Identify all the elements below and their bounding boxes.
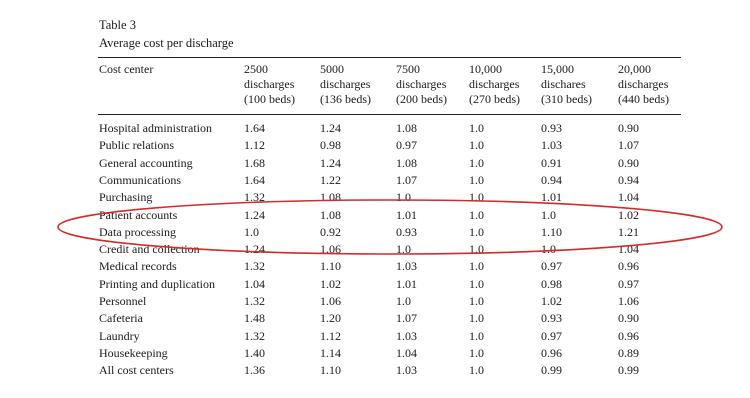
row-value-col-4: 1.0 [469, 138, 484, 153]
row-value-col-3: 1.0 [396, 242, 411, 257]
row-value-col-2: 1.08 [320, 190, 341, 205]
row-value-col-4: 1.0 [469, 190, 484, 205]
row-value-col-1: 1.36 [244, 363, 265, 378]
row-value-col-2: 0.98 [320, 138, 341, 153]
row-value-col-4: 1.0 [469, 207, 484, 222]
row-label: Cafeteria [99, 311, 143, 326]
row-value-col-3: 1.08 [396, 155, 417, 170]
row-label: Credit and collection [99, 242, 200, 257]
row-label: All cost centers [99, 363, 174, 378]
header-col-5-line-1: 15,000 [541, 62, 574, 76]
header-col-1-line-3: (100 beds) [244, 92, 295, 106]
row-value-col-2: 1.12 [320, 328, 341, 343]
row-value-col-1: 1.24 [244, 207, 265, 222]
row-value-col-4: 1.0 [469, 276, 484, 291]
row-value-col-6: 1.02 [618, 207, 639, 222]
row-value-col-4: 1.0 [469, 311, 484, 326]
row-value-col-5: 0.98 [541, 276, 562, 291]
row-value-col-4: 1.0 [469, 363, 484, 378]
row-label: Medical records [99, 259, 177, 274]
row-value-col-3: 0.97 [396, 138, 417, 153]
row-value-col-2: 1.10 [320, 259, 341, 274]
row-value-col-2: 1.02 [320, 276, 341, 291]
row-value-col-5: 0.94 [541, 172, 562, 187]
header-rule [98, 114, 681, 115]
row-value-col-6: 0.94 [618, 172, 639, 187]
header-col-6-line-3: (440 beds) [618, 92, 669, 106]
row-value-col-5: 1.10 [541, 224, 562, 239]
row-value-col-1: 1.32 [244, 259, 265, 274]
row-value-col-4: 1.0 [469, 224, 484, 239]
row-value-col-3: 1.0 [396, 190, 411, 205]
row-value-col-3: 1.03 [396, 363, 417, 378]
row-value-col-6: 0.90 [618, 311, 639, 326]
row-value-col-4: 1.0 [469, 155, 484, 170]
top-rule [98, 57, 681, 58]
row-label: Printing and duplication [99, 276, 215, 291]
row-value-col-2: 1.20 [320, 311, 341, 326]
row-value-col-1: 1.48 [244, 311, 265, 326]
table-number: Table 3 [99, 18, 136, 32]
row-value-col-6: 1.07 [618, 138, 639, 153]
row-value-col-6: 0.90 [618, 121, 639, 135]
row-value-col-4: 1.0 [469, 172, 484, 187]
header-col-4-line-2: discharges [469, 77, 520, 91]
row-value-col-4: 1.0 [469, 242, 484, 257]
row-value-col-6: 1.04 [618, 242, 639, 257]
row-label: Communications [99, 172, 181, 187]
header-col-1-line-1: 2500 [244, 62, 268, 76]
row-value-col-1: 1.12 [244, 138, 265, 153]
row-value-col-3: 1.03 [396, 328, 417, 343]
row-value-col-2: 1.08 [320, 207, 341, 222]
header-col-2-line-3: (136 beds) [320, 92, 371, 106]
row-value-col-6: 0.90 [618, 155, 639, 170]
row-value-col-1: 1.32 [244, 328, 265, 343]
row-label: Purchasing [99, 190, 153, 205]
header-col-3-line-3: (200 beds) [396, 92, 447, 106]
row-value-col-5: 0.91 [541, 155, 562, 170]
table-title: Average cost per discharge [99, 36, 234, 50]
row-value-col-5: 1.02 [541, 294, 562, 308]
row-value-col-5: 0.97 [541, 328, 562, 343]
row-value-col-2: 1.10 [320, 363, 341, 378]
row-value-col-6: 0.99 [618, 363, 639, 378]
row-value-col-6: 0.96 [618, 259, 639, 274]
header-col-3-line-2: discharges [396, 77, 447, 91]
row-value-col-1: 1.32 [244, 190, 265, 205]
row-value-col-1: 1.40 [244, 345, 265, 360]
row-value-col-6: 0.89 [618, 345, 639, 360]
row-value-col-5: 1.01 [541, 190, 562, 205]
header-col-5-line-3: (310 beds) [541, 92, 592, 106]
row-value-col-4: 1.0 [469, 345, 484, 360]
row-value-col-5: 0.96 [541, 345, 562, 360]
header-col-2-line-2: discharges [320, 77, 371, 91]
row-value-col-1: 1.32 [244, 294, 265, 308]
header-col-4-line-1: 10,000 [469, 62, 502, 76]
row-value-col-3: 0.93 [396, 224, 417, 239]
row-value-col-3: 1.08 [396, 121, 417, 135]
row-value-col-5: 1.0 [541, 242, 556, 257]
row-value-col-3: 1.0 [396, 294, 411, 308]
row-label: Hospital administration [99, 121, 212, 135]
header-cost-center: Cost center [99, 62, 154, 76]
row-value-col-2: 1.14 [320, 345, 341, 360]
row-value-col-1: 1.68 [244, 155, 265, 170]
row-value-col-2: 1.06 [320, 294, 341, 308]
row-value-col-6: 0.96 [618, 328, 639, 343]
row-value-col-4: 1.0 [469, 121, 484, 135]
row-value-col-3: 1.04 [396, 345, 417, 360]
row-value-col-4: 1.0 [469, 294, 484, 308]
row-value-col-1: 1.64 [244, 172, 265, 187]
header-col-5-line-2: dischares [541, 77, 586, 91]
header-col-3-line-1: 7500 [396, 62, 420, 76]
row-value-col-6: 1.21 [618, 224, 639, 239]
row-label: Patient accounts [99, 207, 178, 222]
row-value-col-5: 1.03 [541, 138, 562, 153]
row-label: General accounting [99, 155, 193, 170]
row-value-col-2: 1.06 [320, 242, 341, 257]
row-value-col-1: 1.0 [244, 224, 259, 239]
row-value-col-6: 1.06 [618, 294, 639, 308]
row-value-col-6: 1.04 [618, 190, 639, 205]
row-value-col-6: 0.97 [618, 276, 639, 291]
row-value-col-2: 1.24 [320, 121, 341, 135]
row-value-col-4: 1.0 [469, 328, 484, 343]
header-col-1-line-2: discharges [244, 77, 295, 91]
row-value-col-5: 1.0 [541, 207, 556, 222]
row-value-col-1: 1.64 [244, 121, 265, 135]
header-col-2-line-1: 5000 [320, 62, 344, 76]
row-value-col-5: 0.97 [541, 259, 562, 274]
row-label: Personnel [99, 294, 147, 308]
row-label: Laundry [99, 328, 140, 343]
row-value-col-2: 0.92 [320, 224, 341, 239]
row-value-col-2: 1.22 [320, 172, 341, 187]
row-value-col-1: 1.24 [244, 242, 265, 257]
header-col-6-line-2: discharges [618, 77, 669, 91]
row-value-col-4: 1.0 [469, 259, 484, 274]
row-value-col-5: 0.99 [541, 363, 562, 378]
row-value-col-3: 1.01 [396, 276, 417, 291]
row-value-col-2: 1.24 [320, 155, 341, 170]
row-value-col-3: 1.07 [396, 311, 417, 326]
header-col-4-line-3: (270 beds) [469, 92, 520, 106]
header-col-6-line-1: 20,000 [618, 62, 651, 76]
row-label: Data processing [99, 224, 176, 239]
row-value-col-3: 1.01 [396, 207, 417, 222]
row-value-col-3: 1.07 [396, 172, 417, 187]
row-value-col-3: 1.03 [396, 259, 417, 274]
row-label: Housekeeping [99, 345, 168, 360]
row-label: Public relations [99, 138, 174, 153]
row-value-col-5: 0.93 [541, 311, 562, 326]
row-value-col-1: 1.04 [244, 276, 265, 291]
row-value-col-5: 0.93 [541, 121, 562, 135]
